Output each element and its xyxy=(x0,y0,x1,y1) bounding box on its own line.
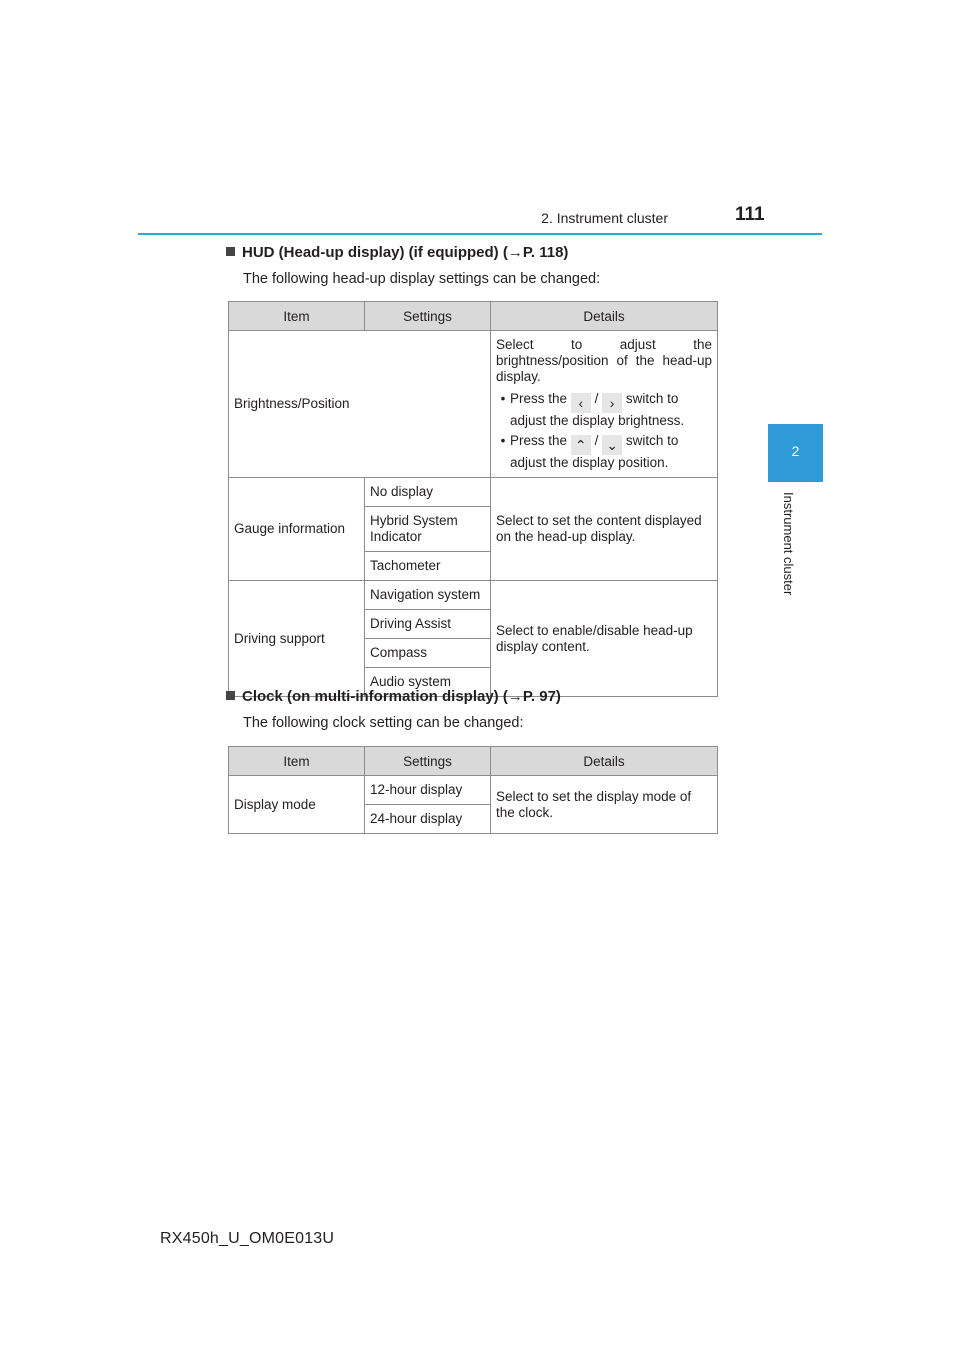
driving-details: Select to enable/disable head-up display content. xyxy=(491,581,718,697)
gauge-setting: Tachometer xyxy=(365,552,491,581)
brightness-item: Brightness/Position xyxy=(229,331,491,478)
brightness-details-text: Select to adjust the brightness/position of the head-up display. xyxy=(496,337,712,384)
driving-setting: Navigation system xyxy=(365,581,491,610)
chevron-up-icon: ⌃ xyxy=(571,435,591,455)
clock-settings-table xyxy=(228,746,718,834)
position-bullet: • Press the ⌃ / ⌄ switch to adjust the display position. xyxy=(500,433,679,470)
driving-setting: Audio system xyxy=(365,668,491,697)
table-row xyxy=(229,478,718,507)
header-settings: Settings xyxy=(365,747,491,776)
driving-setting: Compass xyxy=(365,639,491,668)
gauge-item: Gauge information xyxy=(229,478,365,581)
bullet-text: switch to adjust the display position. xyxy=(510,433,679,470)
table-header-row xyxy=(229,747,718,776)
gauge-setting: Hybrid System Indicator xyxy=(365,507,491,552)
driving-item: Driving support xyxy=(229,581,365,697)
bullet-text: Press the xyxy=(510,433,568,448)
bullet-separator: / xyxy=(594,391,599,406)
header-item: Item xyxy=(229,302,365,331)
gauge-details: Select to set the content displayed on the head-up display. xyxy=(491,478,718,581)
bullet-text: switch to adjust the display brightness. xyxy=(510,391,685,428)
table-header-row xyxy=(229,302,718,331)
hud-section-title xyxy=(226,244,568,261)
clock-setting: 24-hour display xyxy=(365,805,491,834)
table-row xyxy=(229,776,718,805)
chevron-left-icon: ‹ xyxy=(571,393,591,413)
brightness-details xyxy=(491,331,718,478)
square-bullet-icon xyxy=(226,691,235,700)
header-item: Item xyxy=(229,747,365,776)
page-number: 111 xyxy=(735,204,765,225)
chevron-down-icon: ⌄ xyxy=(602,435,622,455)
chapter-tab: 2 xyxy=(768,424,823,482)
display-mode-item: Display mode xyxy=(229,776,365,834)
hud-section-title-text: HUD (Head-up display) (if equipped) (→P. 118) xyxy=(242,244,569,261)
page-header xyxy=(0,0,960,240)
header-section-title: 2. Instrument cluster xyxy=(541,210,668,226)
table-row xyxy=(229,331,718,478)
bullet-text: Press the xyxy=(510,391,568,406)
table-row xyxy=(229,581,718,610)
header-details: Details xyxy=(491,747,718,776)
clock-section-title xyxy=(226,688,561,705)
brightness-bullet: • Press the ‹ / › switch to adjust the display brightness. xyxy=(500,391,685,428)
square-bullet-icon xyxy=(226,247,235,256)
chapter-label-text: Instrument cluster xyxy=(781,492,796,596)
hud-section-intro: The following head-up display settings can be changed: xyxy=(243,271,601,287)
clock-section-intro: The following clock setting can be changed: xyxy=(243,715,524,731)
bullet-separator: / xyxy=(594,433,599,448)
driving-setting: Driving Assist xyxy=(365,610,491,639)
header-settings: Settings xyxy=(365,302,491,331)
clock-details: Select to set the display mode of the clock. xyxy=(491,776,718,834)
chevron-right-icon: › xyxy=(602,393,622,413)
header-rule xyxy=(138,233,822,235)
gauge-setting: No display xyxy=(365,478,491,507)
hud-settings-table xyxy=(228,301,718,697)
document-code: RX450h_U_OM0E013U xyxy=(160,1230,335,1247)
clock-section-title-text: Clock (on multi-information display) (→P. 97) xyxy=(242,688,561,705)
header-details: Details xyxy=(491,302,718,331)
clock-setting: 12-hour display xyxy=(365,776,491,805)
chapter-label xyxy=(780,492,798,612)
